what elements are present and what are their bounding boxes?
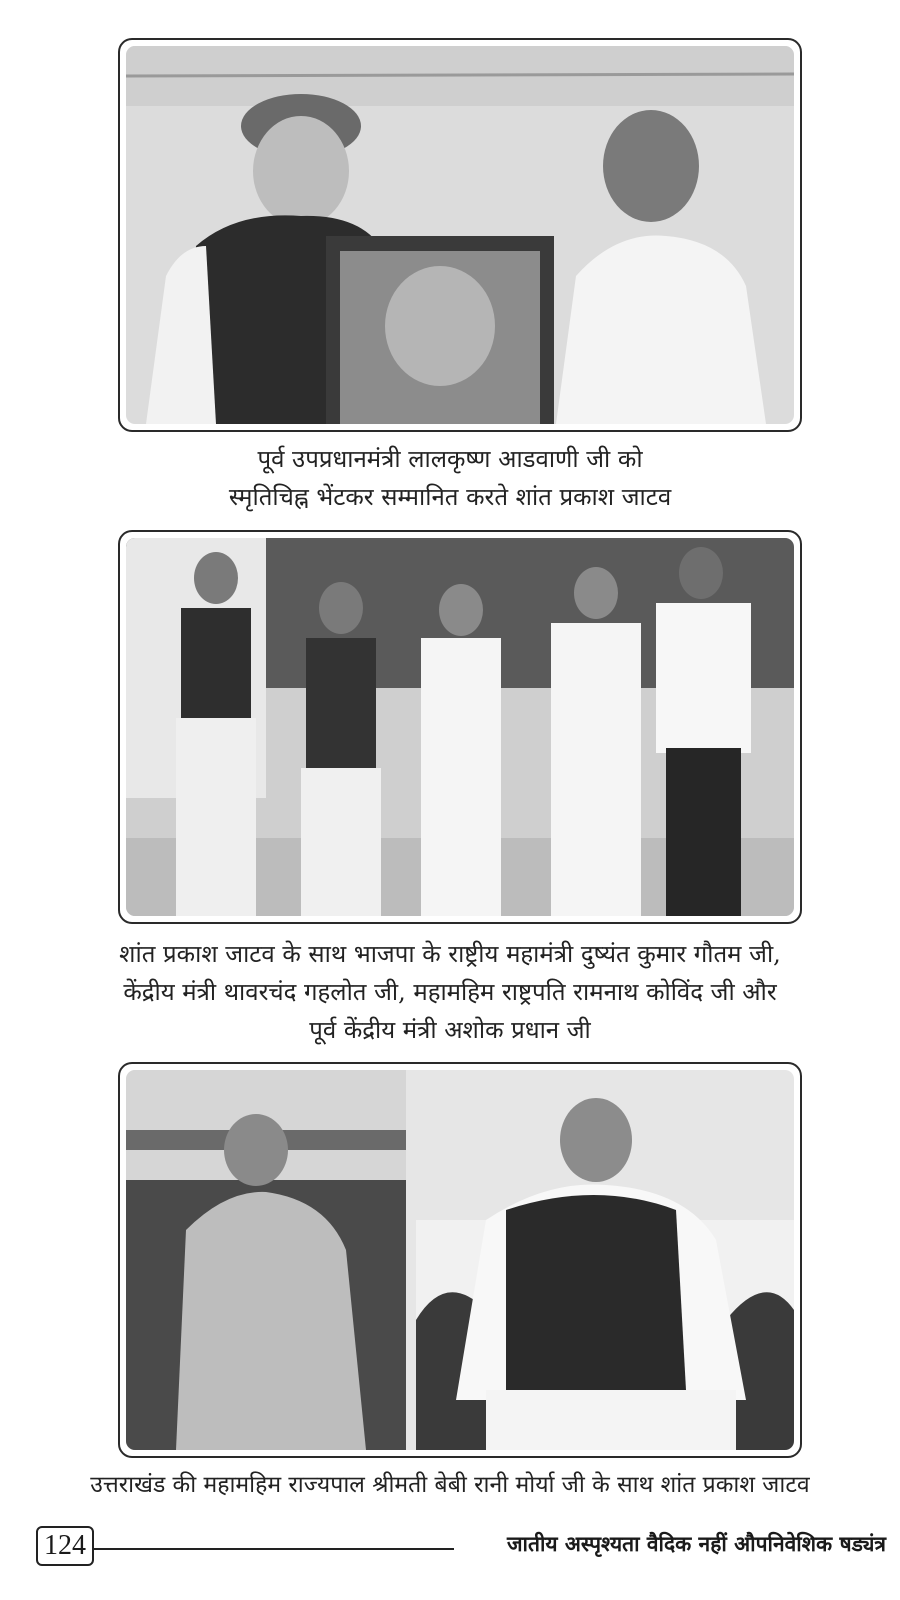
photo-caption-2	[40, 935, 860, 1049]
photo-frame-2	[118, 530, 802, 924]
photo-group-standing	[126, 538, 794, 916]
photo-caption-3	[40, 1466, 860, 1504]
page-number: 124	[36, 1526, 94, 1566]
footer-rule	[94, 1548, 454, 1550]
caption-line: शांत प्रकाश जाटव के साथ भाजपा के राष्ट्रीय महामंत्री दुष्यंत कुमार गौतम जी,	[119, 940, 781, 968]
caption-line: पूर्व केंद्रीय मंत्री अशोक प्रधान जी	[309, 1016, 591, 1044]
caption-line: स्मृतिचिह्न भेंटकर सम्मानित करते शांत प्रकाश जाटव	[228, 483, 672, 511]
caption-line: उत्तराखंड की महामहिम राज्यपाल श्रीमती बेबी रानी मोर्या जी के साथ शांत प्रकाश जाटव	[90, 1472, 810, 1498]
photo-caption-1	[40, 440, 860, 516]
photo-frame-3	[118, 1062, 802, 1458]
caption-line: केंद्रीय मंत्री थावरचंद गहलोत जी, महामहिम राष्ट्रपति रामनाथ कोविंद जी और	[123, 978, 777, 1006]
page-footer	[36, 1526, 886, 1570]
running-book-title: जातीय अस्पृश्यता वैदिक नहीं औपनिवेशिक षड्यंत्र	[506, 1532, 886, 1556]
photo-governor-meeting	[126, 1070, 794, 1450]
caption-line: पूर्व उपप्रधानमंत्री लालकृष्ण आडवाणी जी को	[257, 445, 643, 473]
photo-frame-1	[118, 38, 802, 432]
photo-advani-memento	[126, 46, 794, 424]
